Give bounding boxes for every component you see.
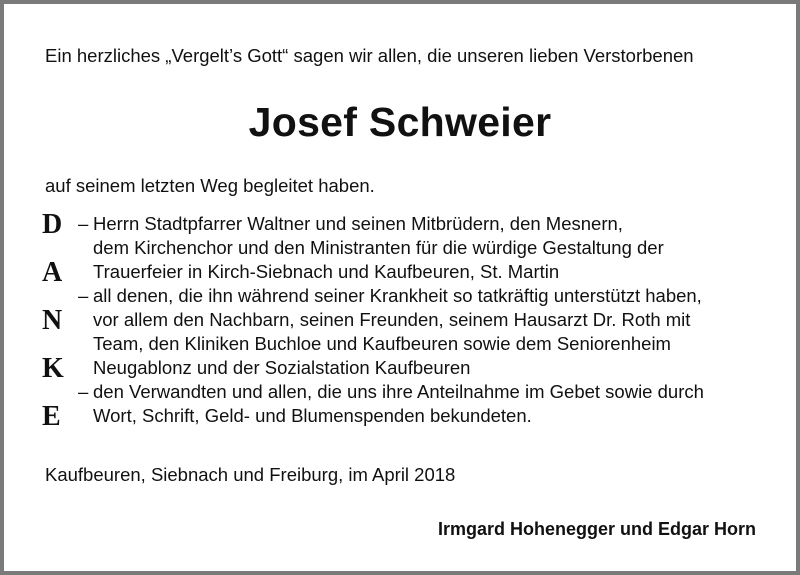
thanks-list	[78, 212, 778, 428]
item-dash: –	[78, 285, 89, 306]
item-line: den Verwandten und allen, die uns ihre Anteilnahme im Gebet sowie durch	[93, 381, 704, 402]
item-line: Wort, Schrift, Geld- und Blumenspenden bekundeten.	[93, 405, 532, 426]
item-text	[93, 284, 778, 380]
thanks-item	[78, 284, 778, 380]
danke-letter: A	[42, 257, 63, 288]
danke-letter: N	[42, 305, 63, 336]
danke-letter: K	[42, 353, 64, 384]
intro-continuation: auf seinem letzten Weg begleitet haben.	[45, 175, 375, 196]
danke-vertical-letters	[42, 210, 78, 440]
place-and-date: Kaufbeuren, Siebnach und Freiburg, im April 2018	[45, 464, 456, 485]
signature: Irmgard Hohenegger und Edgar Horn	[437, 519, 756, 539]
item-text	[93, 380, 778, 428]
thanks-item	[78, 380, 778, 428]
item-line: Trauerfeier in Kirch-Siebnach und Kaufbeuren, St. Martin	[93, 261, 560, 282]
item-line: vor allem den Nachbarn, seinen Freunden, seinem Hausarzt Dr. Roth mit	[93, 309, 691, 330]
item-line: Herrn Stadtpfarrer Waltner und seinen Mitbrüdern, den Mesnern,	[93, 213, 623, 234]
intro-text: Ein herzliches „Vergelt’s Gott“ sagen wir allen, die unseren lieben Verstorbenen	[45, 45, 694, 66]
deceased-name: Josef Schweier	[248, 99, 552, 145]
item-dash: –	[78, 381, 89, 402]
danke-letter: D	[42, 209, 63, 240]
item-dash: –	[78, 213, 89, 234]
item-text	[93, 212, 778, 284]
item-line: Team, den Kliniken Buchloe und Kaufbeuren sowie dem Seniorenheim	[93, 333, 671, 354]
item-line: Neugablonz und der Sozialstation Kaufbeuren	[93, 357, 471, 378]
item-line: all denen, die ihn während seiner Krankheit so tatkräftig unterstützt haben,	[93, 285, 702, 306]
thanks-item	[78, 212, 778, 284]
danke-letter: E	[42, 401, 61, 432]
item-line: dem Kirchenchor und den Ministranten für die würdige Gestaltung der	[93, 237, 664, 258]
